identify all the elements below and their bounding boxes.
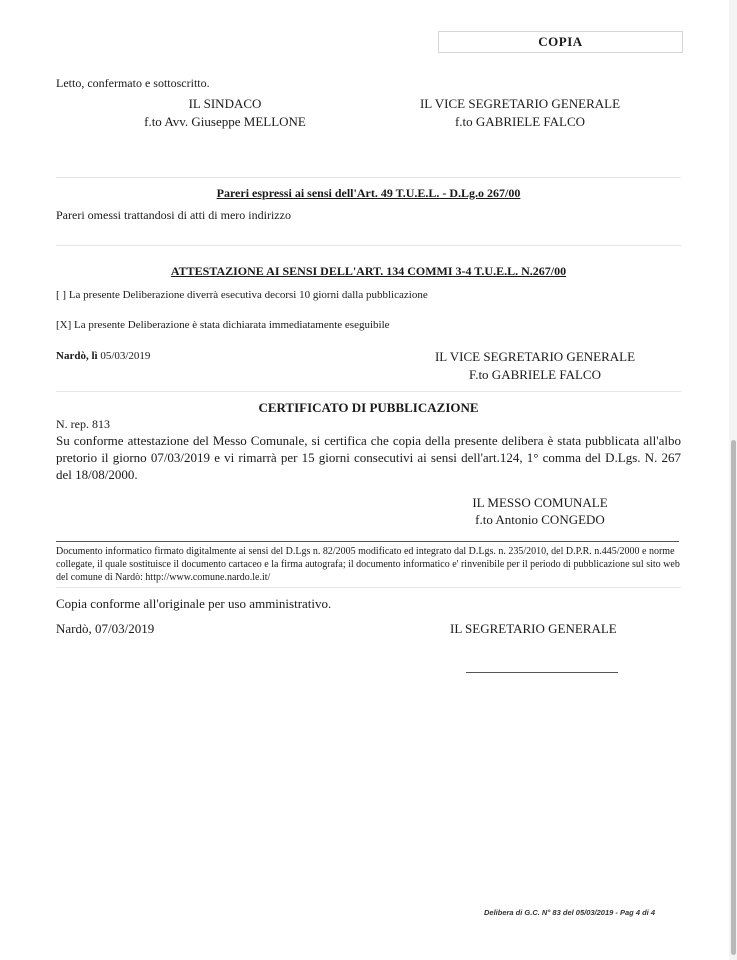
executive-option-immediate: [X] La presente Deliberazione è stata dichiarata immediatamente eseguibile <box>56 319 390 331</box>
executive-option-10-days: [ ] La presente Deliberazione diverrà esecutiva decorsi 10 giorni dalla pubblicazione <box>56 289 428 301</box>
pareri-text: Pareri omessi trattandosi di atti di mero indirizzo <box>56 208 291 222</box>
page-footer: Delibera di G.C. N° 83 del 05/03/2019 - Pag 4 di 4 <box>484 908 655 917</box>
certificato-heading: CERTIFICATO DI PUBBLICAZIONE <box>258 400 479 415</box>
conforme-text: Copia conforme all'originale per uso amministrativo. <box>56 596 332 611</box>
vice-secretary-name: f.to GABRIELE FALCO <box>454 114 586 129</box>
certificato-body: Su conforme attestazione del Messo Comunale, si certifica che copia della presente delibera è stata pubblicata all'albo pretorio il giorno 07/03/2019 e vi rimarrà per 15 giorni consecutivi ai sensi dell'art.124, 1° comma del D.Lgs. N. 267 del 18/08/2000. <box>56 433 681 482</box>
mayor-name: f.to Avv. Giuseppe MELLONE <box>144 114 306 129</box>
attestazione-signer-title: IL VICE SEGRETARIO GENERALE <box>434 349 636 364</box>
copy-label-box: COPIA <box>438 31 683 53</box>
signed-intro: Letto, confermato e sottoscritto. <box>56 76 210 90</box>
mayor-title: IL SINDACO <box>188 96 262 111</box>
messo-name: f.to Antonio CONGEDO <box>475 512 605 527</box>
attestazione-place-date <box>56 350 150 362</box>
vice-secretary-title: IL VICE SEGRETARIO GENERALE <box>419 96 621 111</box>
divider <box>56 177 681 178</box>
rep-number: N. rep. 813 <box>56 417 110 431</box>
divider <box>56 245 681 246</box>
signature-line <box>466 672 618 673</box>
messo-title: IL MESSO COMUNALE <box>472 495 608 510</box>
secretary-title: IL SEGRETARIO GENERALE <box>450 621 617 636</box>
digital-signature-note: Documento informatico firmato digitalmente ai sensi del D.Lgs n. 82/2005 modificato ed integrato dal D.Lgs. n. 235/2010, del D.P.R. n.445/2000 e norme collegate, il quale sostituisce il documento cartaceo e la firma autografa; il documento informatico e' rinvenibile per il periodo di pubblicazione sul sito web del comune di Nardò: http://www.comune.nardo.le.it/ <box>56 546 680 583</box>
scrollbar-thumb[interactable] <box>731 440 736 955</box>
divider <box>56 391 681 392</box>
place-label: Nardò, lì <box>56 350 98 362</box>
attestazione-heading: ATTESTAZIONE AI SENSI DELL'ART. 134 COMMI 3-4 T.U.E.L. N.267/00 <box>170 264 567 278</box>
divider <box>56 541 679 542</box>
pareri-heading: Pareri espressi ai sensi dell'Art. 49 T.U.E.L. - D.Lg.o 267/00 <box>216 186 521 200</box>
attestazione-date: 05/03/2019 <box>100 350 151 362</box>
divider <box>56 587 681 588</box>
attestazione-signer-name: F.to GABRIELE FALCO <box>469 367 601 382</box>
conforme-place-date: Nardò, 07/03/2019 <box>56 621 155 636</box>
